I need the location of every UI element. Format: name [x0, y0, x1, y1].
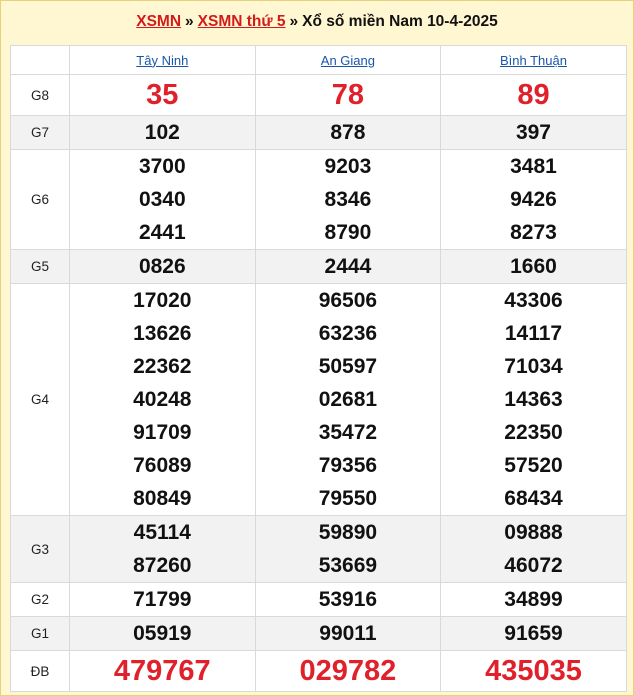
prize-number: 02681	[318, 388, 378, 411]
xsmn-thursday-link[interactable]: XSMN thứ 5	[197, 13, 286, 30]
prize-label: G8	[11, 75, 70, 116]
prize-label: G5	[11, 250, 70, 284]
prize-number: 029782	[299, 655, 397, 687]
prize-number: 17020	[133, 289, 192, 312]
prize-number: 05919	[133, 622, 192, 645]
prize-number: 13626	[133, 322, 192, 345]
prize-number: 43306	[504, 289, 563, 312]
prize-number: 878	[330, 121, 366, 144]
province-link-binh-thuan[interactable]: Bình Thuận	[499, 52, 567, 68]
prize-label: G1	[11, 617, 70, 651]
prize-number: 22350	[504, 421, 563, 444]
prize-cell	[255, 516, 441, 583]
prize-row	[11, 250, 627, 284]
prize-number: 80849	[133, 487, 192, 510]
page-title: Xổ số miền Nam 10-4-2025	[302, 13, 498, 30]
prize-label: G2	[11, 583, 70, 617]
province-link-an-giang[interactable]: An Giang	[320, 52, 375, 68]
prize-number: 14363	[504, 388, 563, 411]
breadcrumb-separator: »	[289, 13, 299, 30]
prize-cell	[70, 75, 256, 116]
prize-number: 35	[146, 79, 179, 111]
prize-number: 78	[331, 79, 365, 111]
prize-cell	[70, 116, 256, 150]
prize-cell	[70, 250, 256, 284]
prize-number: 0340	[138, 188, 186, 211]
prize-number: 2441	[138, 221, 186, 244]
prize-number: 435035	[485, 655, 582, 687]
prize-cell	[255, 150, 441, 250]
prize-number: 9203	[324, 155, 372, 178]
prize-label: G3	[11, 516, 70, 583]
prize-number: 50597	[318, 355, 378, 378]
prize-number: 45114	[133, 521, 191, 544]
prize-cell	[441, 583, 627, 617]
prize-cell	[70, 617, 256, 651]
province-header	[70, 46, 256, 75]
prize-cell	[441, 75, 627, 116]
prize-cell	[255, 75, 441, 116]
breadcrumb-separator: »	[185, 13, 194, 30]
prize-cell	[441, 617, 627, 651]
prize-number: 3481	[510, 155, 557, 178]
prize-row	[11, 516, 627, 583]
prize-number: 8790	[324, 221, 372, 244]
prize-number: 40248	[133, 388, 192, 411]
prize-cell	[441, 116, 627, 150]
prize-cell	[255, 651, 441, 692]
prize-number: 22362	[133, 355, 192, 378]
province-link-tay-ninh[interactable]: Tây Ninh	[136, 52, 189, 68]
prize-row	[11, 284, 627, 516]
prize-cell	[70, 284, 256, 516]
prize-label: ĐB	[11, 651, 70, 692]
prize-label: G6	[11, 150, 70, 250]
prize-number: 397	[515, 121, 551, 144]
prize-row	[11, 583, 627, 617]
prize-number: 63236	[318, 322, 378, 345]
prize-cell	[70, 651, 256, 692]
prize-number: 09888	[504, 521, 563, 544]
prize-number: 2444	[324, 255, 372, 278]
prize-cell	[70, 150, 256, 250]
prize-number: 479767	[113, 655, 211, 687]
prize-number: 71799	[133, 588, 192, 611]
prize-number: 14117	[504, 322, 563, 345]
prize-label: G4	[11, 284, 70, 516]
prize-cell	[255, 583, 441, 617]
prize-cell	[70, 516, 256, 583]
prize-row	[11, 116, 627, 150]
prize-number: 0826	[138, 255, 186, 278]
breadcrumb	[1, 1, 633, 43]
prize-cell	[70, 583, 256, 617]
prize-number: 8273	[510, 221, 557, 244]
prize-number: 9426	[510, 188, 557, 211]
prize-row	[11, 651, 627, 692]
prize-number: 102	[144, 121, 180, 144]
prize-cell	[441, 516, 627, 583]
prize-number: 79550	[318, 487, 378, 510]
prize-number: 57520	[504, 454, 563, 477]
prize-number: 89	[517, 79, 550, 111]
prize-cell	[255, 284, 441, 516]
prize-number: 96506	[318, 289, 378, 312]
prize-cell	[441, 250, 627, 284]
province-header	[255, 46, 441, 75]
prize-number: 53916	[318, 588, 378, 611]
prize-number: 35472	[318, 421, 378, 444]
province-header-row	[11, 46, 627, 75]
results-table	[10, 45, 627, 692]
prize-number: 59890	[318, 521, 378, 544]
prize-number: 8346	[324, 188, 372, 211]
prize-cell	[441, 284, 627, 516]
prize-number: 87260	[133, 554, 192, 577]
prize-row	[11, 150, 627, 250]
province-header	[441, 46, 627, 75]
prize-number: 76089	[133, 454, 192, 477]
prize-row	[11, 75, 627, 116]
prize-number: 3700	[138, 155, 186, 178]
prize-number: 53669	[318, 554, 378, 577]
prize-cell	[255, 116, 441, 150]
prize-number: 91709	[133, 421, 192, 444]
prize-number: 34899	[504, 588, 563, 611]
prize-label: G7	[11, 116, 70, 150]
prize-row	[11, 617, 627, 651]
prize-number: 46072	[504, 554, 563, 577]
prize-number: 71034	[504, 355, 563, 378]
xsmn-link[interactable]: XSMN	[136, 13, 182, 30]
prize-cell	[441, 651, 627, 692]
prize-number: 91659	[504, 622, 563, 645]
prize-cell	[255, 617, 441, 651]
prize-cell	[255, 250, 441, 284]
prize-number: 68434	[504, 487, 563, 510]
prize-number: 79356	[318, 454, 378, 477]
corner-cell	[11, 46, 70, 75]
prize-cell	[441, 150, 627, 250]
prize-number: 1660	[510, 255, 557, 278]
prize-number: 99011	[319, 622, 377, 645]
